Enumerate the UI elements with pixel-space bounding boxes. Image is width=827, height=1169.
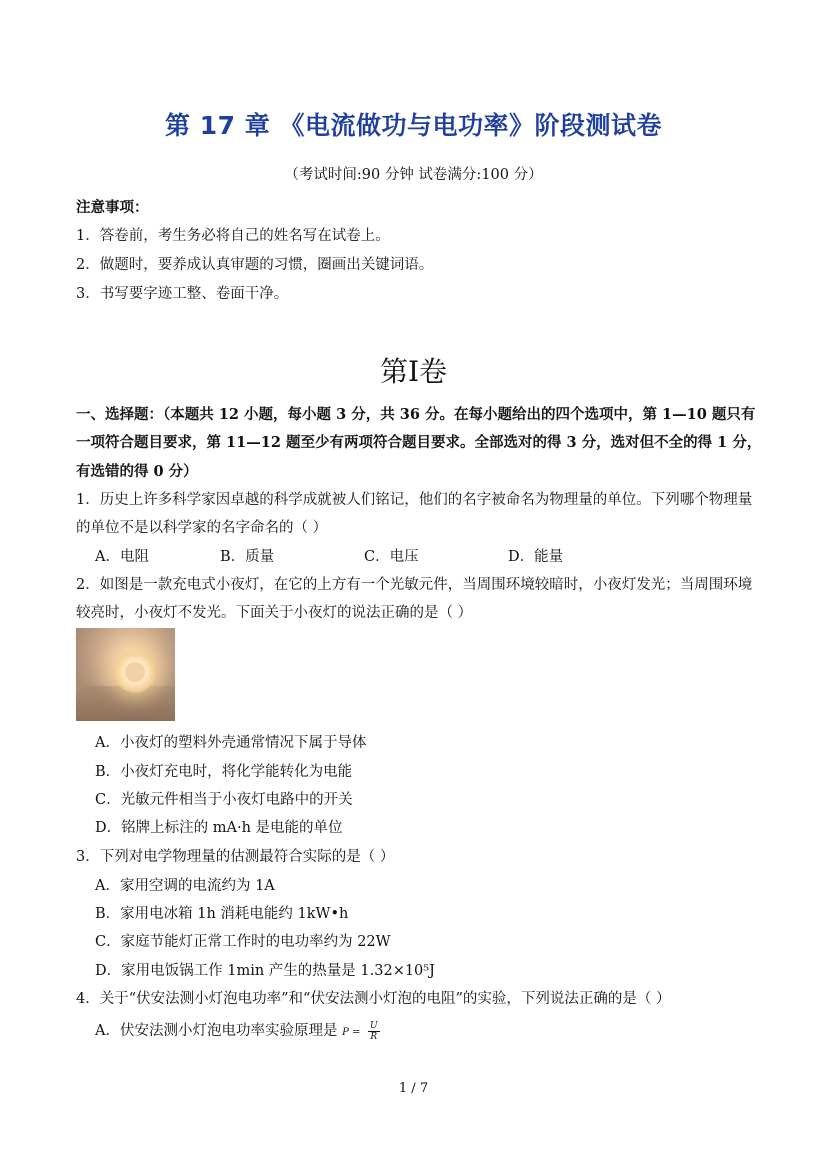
question-1-option-d: D．能量 [508,549,564,565]
page-number: 1 / 7 [398,1081,429,1096]
question-2-line: 较亮时，小夜灯不发光。下面关于小夜灯的说法正确的是（ ） [76,605,473,621]
exam-title: 第 17 章 《电流做功与电功率》阶段测试卷 [165,111,662,140]
section-title: 第Ⅰ卷 [379,355,448,388]
part-heading-line: 一项符合题目要求，第 11—12 题至少有两项符合题目要求。全部选对的得 3 分，选对但不全的得 1 分， [76,434,762,451]
notes-heading: 注意事项： [76,199,149,216]
question-3-option-c: C．家庭节能灯正常工作时的电功率约为 22W [95,934,391,950]
question-2-option-a: A．小夜灯的塑料外壳通常情况下属于导体 [95,735,367,751]
formula-fraction [368,1021,380,1042]
question-3-option-b: B．家用电冰箱 1h 消耗电能约 1kW•h [95,906,349,922]
question-3-line: 3．下列对电学物理量的估测最符合实际的是（ ） [76,849,395,865]
formula-numerator: U [370,1020,378,1031]
exam-subtitle: （考试时间:90 分钟 试卷满分:100 分） [284,167,543,183]
question-4-option-a [95,1019,380,1042]
question-2-option-d: D．铭牌上标注的 mA·h 是电能的单位 [95,820,343,836]
question-2-option-b: B．小夜灯充电时，将化学能转化为电能 [95,764,353,780]
question-1-option-b: B．质量 [220,549,275,565]
question-2-option-c: C．光敏元件相当于小夜灯电路中的开关 [95,792,353,808]
formula-lhs: P = [342,1027,361,1038]
question-1-line: 的单位不是以科学家的名字命名的（ ） [76,520,328,536]
part-heading-line: 有选错的得 0 分） [76,463,198,480]
note-item: 3．书写要字迹工整、卷面干净。 [76,286,289,302]
question-3-option-a: A．家用空调的电流约为 1A [95,878,275,894]
note-item: 2．做题时，要养成认真审题的习惯，圈画出关键词语。 [76,257,434,273]
question-1-line: 1．历史上许多科学家因卓越的科学成就被人们铭记，他们的名字被命名为物理量的单位。下列哪个物理量 [76,492,753,508]
question-1-option-a: A．电阻 [95,549,149,565]
formula-denominator: R [370,1031,378,1042]
part-heading-line: 一、选择题：（本题共 12 小题，每小题 3 分，共 36 分。在每小题给出的四个选项中，第 1—10 题只有 [76,406,756,423]
question-2-line: 2．如图是一款充电式小夜灯，在它的上方有一个光敏元件，当周围环境较暗时，小夜灯发光；当周围环境 [76,577,753,593]
question-1-option-c: C．电压 [364,549,419,565]
night-light-photo [76,628,175,721]
question-4-option-a-text: A．伏安法测小灯泡电功率实验原理是 [95,1023,338,1039]
question-4-line: 4．关于“伏安法测小灯泡电功率”和“伏安法测小灯泡的电阻”的实验，下列说法正确的是（ ） [76,991,671,1007]
question-3-option-d: D．家用电饭锅工作 1min 产生的热量是 1.32×10⁵J [95,963,435,979]
note-item: 1．答卷前，考生务必将自己的姓名写在试卷上。 [76,228,390,244]
